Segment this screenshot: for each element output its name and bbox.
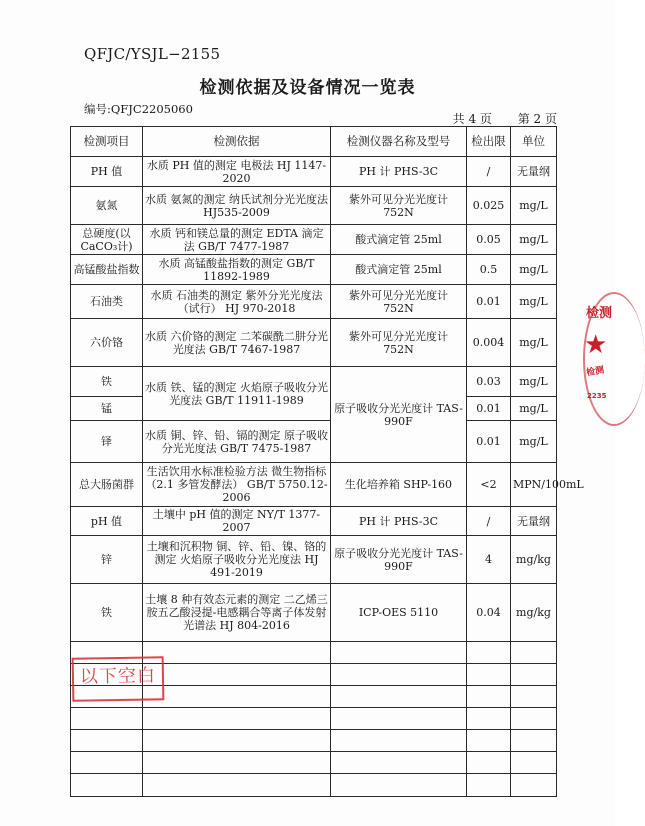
cell-item: PH 值: [71, 157, 143, 187]
page-title: 检测依据及设备情况一览表: [199, 78, 416, 98]
cell-item: 锰: [71, 397, 143, 421]
table-row: [71, 157, 557, 187]
cell-basis: 水质 石油类的测定 紫外分光光度法（试行） HJ 970-2018: [143, 285, 331, 319]
cell-unit: mg/L: [511, 421, 557, 463]
total-pages: 共 4 页: [452, 112, 492, 126]
empty-row: [71, 708, 557, 730]
cell-instrument: PH 计 PHS-3C: [331, 157, 467, 187]
empty-row: [71, 730, 557, 752]
cell-unit: 无量纲: [511, 507, 557, 536]
cell-limit: 0.01: [467, 285, 511, 319]
cell-basis: 土壤 8 种有效态元素的测定 二乙烯三胺五乙酸浸提-电感耦合等离子体发射光谱法 HJ 804-2016: [143, 584, 331, 642]
cell-basis: 水质 高锰酸盐指数的测定 GB/T 11892-1989: [143, 255, 331, 285]
cell-item: pH 值: [71, 507, 143, 536]
cell-instrument: 紫外可见分光光度计 752N: [331, 187, 467, 225]
cell-item: 铎: [71, 421, 143, 463]
header-limit: 检出限: [467, 127, 511, 157]
header-basis: 检测依据: [143, 127, 331, 157]
cell-item: 铁: [71, 367, 143, 397]
cell-limit: /: [467, 157, 511, 187]
cell-instrument: 原子吸收分光光度计 TAS-990F: [331, 536, 467, 584]
table-row: [71, 187, 557, 225]
cell-item: 氨氮: [71, 187, 143, 225]
cell-basis: 生活饮用水标准检验方法 微生物指标（2.1 多管发酵法） GB/T 5750.12-2006: [143, 463, 331, 507]
cell-instrument: 酸式滴定管 25ml: [331, 255, 467, 285]
report-serial-number: 编号:QFJC2205060: [84, 102, 193, 116]
cell-unit: mg/L: [511, 187, 557, 225]
cell-instrument: 紫外可见分光光度计 752N: [331, 319, 467, 367]
cell-item: 石油类: [71, 285, 143, 319]
document-code: QFJC/YSJL−2155: [84, 45, 221, 63]
cell-instrument: PH 计 PHS-3C: [331, 507, 467, 536]
header-item: 检测项目: [71, 127, 143, 157]
cell-instrument: 紫外可见分光光度计 752N: [331, 285, 467, 319]
page-info: [453, 110, 557, 127]
cell-basis: 水质 铁、锰的测定 火焰原子吸收分光光度法 GB/T 11911-1989: [143, 367, 331, 421]
cell-instrument: 酸式滴定管 25ml: [331, 225, 467, 255]
cell-basis: 水质 六价铬的测定 二苯碳酰二肼分光光度法 GB/T 7467-1987: [143, 319, 331, 367]
cell-unit: mg/L: [511, 319, 557, 367]
table-row: [71, 319, 557, 367]
table-row: [71, 285, 557, 319]
cell-unit: 无量纲: [511, 157, 557, 187]
cell-unit: MPN/100mL: [511, 463, 557, 507]
cell-basis: 水质 铜、锌、铅、镉的测定 原子吸收分光光度法 GB/T 7475-1987: [143, 421, 331, 463]
cell-basis: 土壤中 pH 值的测定 NY/T 1377-2007: [143, 507, 331, 536]
cell-item: 铁: [71, 584, 143, 642]
cell-limit: 0.03: [467, 367, 511, 397]
seal-text: 检测: [586, 306, 613, 321]
page-number: 第 2 页: [517, 112, 557, 126]
cell-instrument: ICP-OES 5110: [331, 584, 467, 642]
cell-limit: 0.025: [467, 187, 511, 225]
cell-basis: 水质 氨氮的测定 纳氏试剂分光光度法 HJ535-2009: [143, 187, 331, 225]
table-row: [71, 421, 557, 463]
table-row: [71, 584, 557, 642]
cell-limit: /: [467, 507, 511, 536]
cell-unit: mg/L: [511, 367, 557, 397]
cell-unit: mg/L: [511, 225, 557, 255]
cell-item: 锌: [71, 536, 143, 584]
cell-unit: mg/L: [511, 255, 557, 285]
table-row: [71, 225, 557, 255]
cell-instrument: 原子吸收分光光度计 TAS-990F: [331, 367, 467, 463]
star-icon: ★: [584, 330, 608, 360]
table-row: [71, 255, 557, 285]
cell-item: 六价铬: [71, 319, 143, 367]
cell-instrument: 生化培养箱 SHP-160: [331, 463, 467, 507]
cell-basis: 水质 钙和镁总量的测定 EDTA 滴定法 GB/T 7477-1987: [143, 225, 331, 255]
cell-limit: 0.05: [467, 225, 511, 255]
empty-row: [71, 774, 557, 797]
cell-item: 总硬度(以CaCO₃计): [71, 225, 143, 255]
cell-limit: 0.01: [467, 397, 511, 421]
table-row: [71, 507, 557, 536]
cell-basis: 水质 PH 值的测定 电极法 HJ 1147-2020: [143, 157, 331, 187]
table-header-row: [71, 127, 557, 157]
cell-basis: 土壤和沉积物 铜、锌、铅、镍、铬的测定 火焰原子吸收分光光度法 HJ 491-2019: [143, 536, 331, 584]
cell-limit: 0.004: [467, 319, 511, 367]
blank-below-stamp: 以下空白: [72, 656, 165, 702]
seal-number: 2235: [587, 392, 607, 400]
cell-limit: 0.01: [467, 421, 511, 463]
header-instrument: 检测仪器名称及型号: [331, 127, 467, 157]
table-row: [71, 536, 557, 584]
seal-text-2: 检测: [585, 365, 606, 379]
cell-unit: mg/L: [511, 285, 557, 319]
table-row: [71, 367, 557, 397]
cell-unit: mg/kg: [511, 536, 557, 584]
cell-item: 总大肠菌群: [71, 463, 143, 507]
cell-limit: <2: [467, 463, 511, 507]
cell-item: 高锰酸盐指数: [71, 255, 143, 285]
header-unit: 单位: [511, 127, 557, 157]
cell-limit: 0.5: [467, 255, 511, 285]
inspection-seal: [583, 292, 617, 422]
empty-row: [71, 752, 557, 774]
cell-limit: 4: [467, 536, 511, 584]
cell-limit: 0.04: [467, 584, 511, 642]
cell-unit: mg/L: [511, 397, 557, 421]
cell-unit: mg/kg: [511, 584, 557, 642]
table-row: [71, 463, 557, 507]
